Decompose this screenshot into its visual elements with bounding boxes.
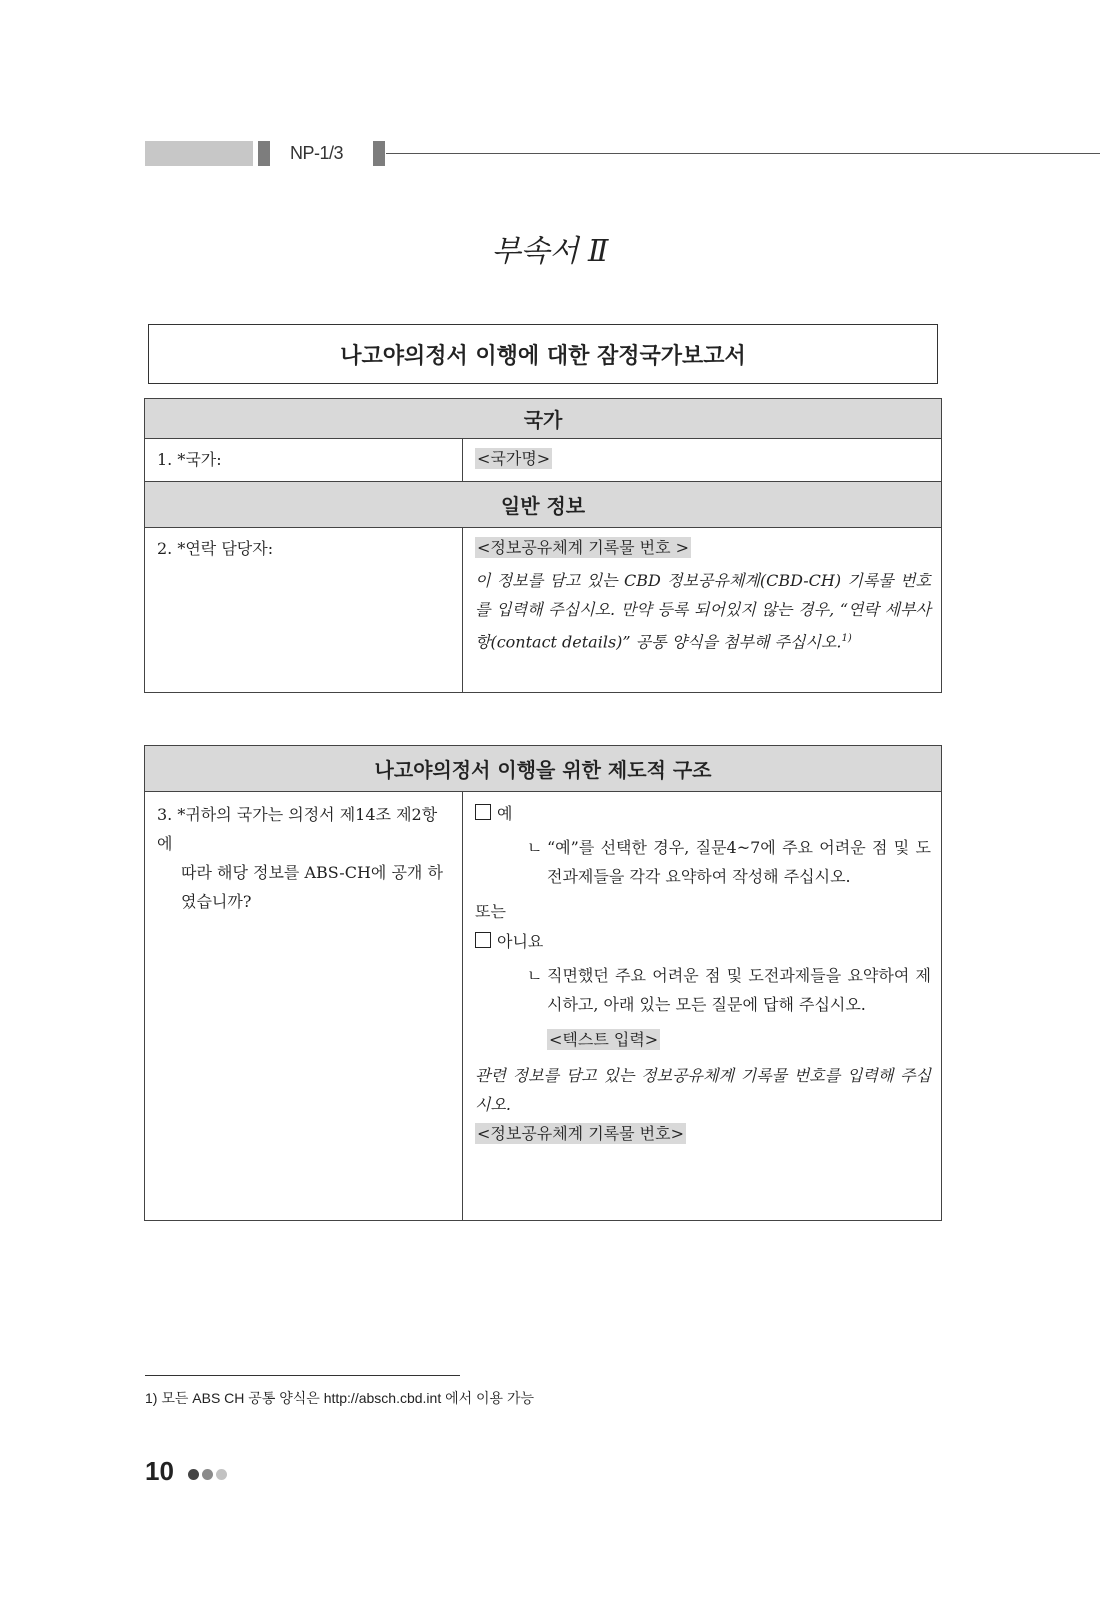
question-1-label: 1. *국가:: [145, 439, 463, 482]
header-marker-right: [373, 141, 385, 166]
section-heading-general: 일반 정보: [145, 482, 942, 528]
contact-instruction: [475, 566, 931, 656]
option-yes-label: 예: [497, 804, 513, 823]
question-2-answer-cell: [463, 528, 942, 693]
yes-checkbox[interactable]: [475, 804, 491, 820]
text-input-row: [475, 1025, 931, 1055]
contact-record-field[interactable]: <정보공유체계 기록물 번호 >: [477, 538, 690, 557]
record-number-field[interactable]: <정보공유체계 기록물 번호>: [477, 1124, 685, 1143]
option-yes[interactable]: [475, 799, 931, 829]
footnote-rule: [145, 1375, 460, 1376]
no-note-text: 직면했던 주요 어려운 점 및 도전과제들을 요약하여 제시하고, 아래 있는 모든 질문에 답해 주십시오.: [547, 966, 932, 1014]
footnote-ref: 1): [841, 633, 852, 644]
dot-light: [216, 1469, 227, 1480]
question-3-answer-cell: [463, 792, 942, 1221]
question-3-label: 3. *귀하의 국가는 의정서 제14조 제2항에: [157, 805, 438, 853]
option-no[interactable]: [475, 927, 931, 957]
question-2-label: 2. *연락 담당자:: [145, 528, 463, 693]
report-title-box: [148, 324, 938, 384]
dot-dark: [188, 1469, 199, 1480]
header-rule: [386, 153, 1100, 154]
annex-title: 부속서 Ⅱ: [491, 234, 609, 269]
page-dots: [188, 1469, 227, 1480]
footnote-text: 1) 모든 ABS CH 공통 양식은 http://absch.cbd.int 에서 이용 가능: [145, 1390, 535, 1406]
page-number: 10: [145, 1456, 174, 1486]
question-3-cell: [145, 792, 463, 1221]
yes-note: [475, 833, 931, 891]
record-number-row: [475, 1119, 931, 1149]
option-no-label: 아니요: [497, 932, 544, 951]
header-doc-code: NP-1/3: [290, 143, 344, 163]
text-input-field[interactable]: <텍스트 입력>: [549, 1030, 659, 1049]
section-heading-country: 국가: [145, 399, 942, 439]
report-title: 나고야의정서 이행에 대한 잠정국가보고서: [340, 343, 746, 369]
question-3-continuation: 따라 해당 정보를 ABS-CH에 공개 하였습니까?: [181, 863, 443, 911]
country-name-field[interactable]: <국가명>: [477, 449, 551, 468]
dot-mid: [202, 1469, 213, 1480]
section-heading-institutional: 나고야의정서 이행을 위한 제도적 구조: [145, 746, 942, 792]
or-label: 또는: [475, 902, 506, 921]
yes-note-text: “예”를 선택한 경우, 질문4~7에 주요 어려운 점 및 도전과제들을 각각 요약하여 작성해 주십시오.: [547, 838, 932, 886]
contact-instruction-text: 이 정보를 담고 있는 CBD 정보공유체계(CBD-CH) 기록물 번호를 입력해 주십시오. 만약 등록 되어있지 않는 경우, “연락 세부사항(contact details)” 공통 양식을 첨부해 주십시오.: [475, 571, 932, 652]
header-marker-left: [258, 141, 270, 166]
question-1-answer-cell[interactable]: [463, 439, 942, 482]
country-general-table: [144, 398, 942, 693]
corner-arrow-icon: ㄴ: [527, 838, 543, 857]
institutional-table: [144, 745, 942, 1221]
header-gray-bar: [145, 141, 253, 166]
corner-arrow-icon: ㄴ: [527, 966, 543, 985]
record-instruction: 관련 정보를 담고 있는 정보공유체계 기록물 번호를 입력해 주십시오.: [475, 1066, 932, 1114]
no-note: [475, 961, 931, 1019]
no-checkbox[interactable]: [475, 932, 491, 948]
